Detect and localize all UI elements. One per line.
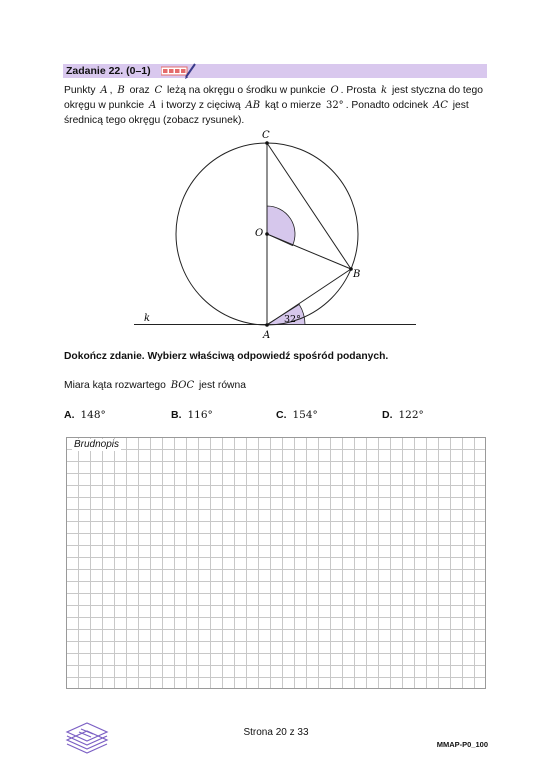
answer-options — [64, 409, 494, 425]
point-a — [265, 323, 269, 327]
math-k: k — [381, 85, 388, 96]
pencil-icon — [161, 62, 197, 80]
scratch-area[interactable] — [66, 437, 486, 689]
point-c — [265, 141, 269, 145]
problem-text-5: i tworzy z cięciwą — [161, 100, 241, 112]
problem-text-3: . Prosta — [340, 85, 377, 96]
question-prefix: Miara kąta rozwartego — [64, 380, 166, 391]
document-code: MMAP-P0_100 — [436, 740, 488, 749]
question-angle: BOC — [170, 380, 195, 391]
math-angle: 32° — [325, 100, 344, 112]
radius-ob — [267, 234, 351, 269]
task-title: Zadanie 22. (0–1) — [66, 65, 151, 77]
question — [64, 380, 246, 391]
problem-text-and: oraz — [129, 85, 150, 96]
math-AC: AC — [433, 100, 448, 112]
cke-logo-icon — [64, 720, 110, 756]
math-C: C — [154, 85, 163, 96]
label-k: k — [144, 313, 151, 324]
angle-label-32: 32° — [284, 314, 301, 325]
math-O: O — [330, 85, 339, 96]
math-AB: AB — [245, 100, 261, 112]
problem-text-7: . Ponadto odcinek — [345, 100, 429, 112]
question-suffix: jest równa — [199, 380, 246, 391]
answer-letter: B. — [171, 409, 182, 421]
answer-value: 122° — [398, 409, 424, 421]
problem-text-8: jest średnicą tego okręgu (zobacz rysunek). — [64, 100, 469, 127]
answer-letter: C. — [276, 409, 287, 421]
answer-option-c[interactable] — [276, 409, 318, 421]
task-header — [63, 64, 487, 78]
scratch-label: Brudnopis — [74, 439, 120, 450]
label-c: C — [262, 130, 270, 141]
answer-value: 154° — [292, 409, 318, 421]
label-a: A — [263, 330, 271, 341]
answer-option-d[interactable] — [382, 409, 424, 421]
circle-figure — [130, 128, 422, 343]
comma: , — [109, 85, 113, 96]
instruction: Dokończ zdanie. Wybierz właściwą odpowiedź spośród podanych. — [64, 351, 389, 362]
answer-option-a[interactable] — [64, 409, 106, 421]
problem-text-6: kąt o mierze — [264, 100, 322, 112]
page-number: Strona 20 z 33 — [243, 727, 309, 738]
problem-text-2: leżą na okręgu o środku w punkcie — [167, 85, 326, 96]
point-o — [265, 232, 269, 236]
answer-option-b[interactable] — [171, 409, 213, 421]
chord-ab — [267, 269, 351, 325]
problem-text — [64, 83, 494, 129]
label-o: O — [255, 228, 264, 239]
answer-value: 116° — [187, 409, 213, 421]
answer-letter: D. — [382, 409, 393, 421]
chord-cb — [267, 143, 351, 269]
answer-letter: A. — [64, 409, 75, 421]
problem-text-4: jest styczna do tego okręgu w punkcie — [64, 85, 483, 112]
label-b: B — [353, 269, 361, 280]
math-A-2: A — [149, 100, 157, 112]
math-B: B — [117, 85, 125, 96]
problem-text-1: Punkty — [64, 85, 96, 96]
answer-value: 148° — [80, 409, 106, 421]
math-A: A — [100, 85, 108, 96]
